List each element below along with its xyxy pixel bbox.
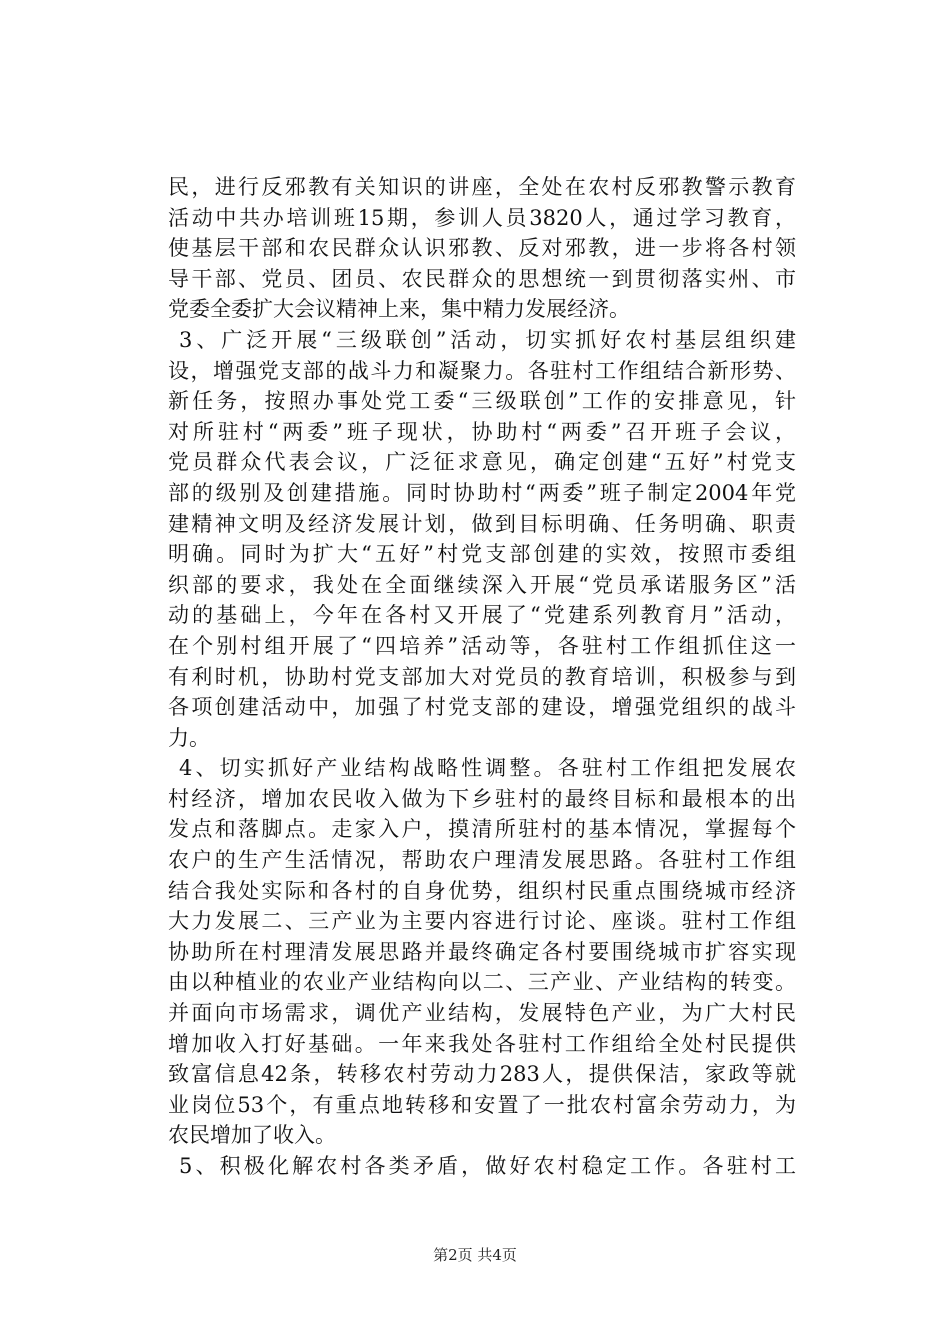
text-line: 由以种植业的农业产业结构向以二、三产业、产业结构的转变。 — [168, 970, 796, 995]
text-line: 村经济，增加农民收入做为下乡驻村的最终目标和最根本的出 — [168, 786, 796, 811]
text-line: 党委全委扩大会议精神上来，集中精力发展经济。 — [168, 297, 630, 322]
text-line: 设，增强党支部的战斗力和凝聚力。各驻村工作组结合新形势、 — [168, 358, 796, 383]
text-line: 对所驻村“两委”班子现状，协助村“两委”召开班子会议， — [168, 419, 796, 444]
text-line: 有利时机，协助村党支部加大对党员的教育培训，积极参与到 — [168, 664, 796, 689]
text-line: 大力发展二、三产业为主要内容进行讨论、座谈。驻村工作组 — [168, 909, 796, 934]
text-line: 党员群众代表会议，广泛征求意见，确定创建“五好”村党支 — [168, 450, 796, 475]
text-line: 业岗位53个，有重点地转移和安置了一批农村富余劳动力，为 — [168, 1092, 796, 1117]
page-footer: 第2页 共4页 — [433, 1246, 517, 1264]
text-line: 5、积极化解农村各类矛盾，做好农村稳定工作。各驻村工 — [179, 1154, 796, 1178]
text-line: 增加收入打好基础。一年来我处各驻村工作组给全处村民提供 — [168, 1031, 796, 1056]
text-line: 农民增加了收入。 — [168, 1123, 336, 1148]
text-line: 部的级别及创建措施。同时协助村“两委”班子制定2004年党 — [168, 480, 796, 505]
text-line: 织部的要求，我处在全面继续深入开展“党员承诺服务区”活 — [168, 572, 796, 597]
text-line: 并面向市场需求，调优产业结构，发展特色产业，为广大村民 — [168, 1001, 796, 1026]
text-line: 协助所在村理清发展思路并最终确定各村要围绕城市扩容实现 — [168, 939, 796, 964]
text-line: 发点和落脚点。走家入户，摸清所驻村的基本情况，掌握每个 — [168, 817, 796, 842]
text-line: 新任务，按照办事处党工委“三级联创”工作的安排意见，针 — [168, 389, 796, 414]
text-line: 致富信息42条，转移农村劳动力283人，提供保洁，家政等就 — [168, 1062, 796, 1087]
text-line: 建精神文明及经济发展计划，做到目标明确、任务明确、职责 — [168, 511, 796, 536]
text-line: 3、广泛开展“三级联创”活动，切实抓好农村基层组织建 — [179, 327, 796, 352]
text-line: 结合我处实际和各村的自身优势，组织村民重点围绕城市经济 — [168, 878, 796, 903]
text-line: 民，进行反邪教有关知识的讲座，全处在农村反邪教警示教育 — [168, 175, 796, 199]
text-line: 农户的生产生活情况，帮助农户理清发展思路。各驻村工作组 — [168, 848, 796, 873]
text-line: 动的基础上，今年在各村又开展了“党建系列教育月”活动， — [168, 603, 796, 628]
text-line: 力。 — [168, 725, 210, 750]
text-line: 导干部、党员、团员、农民群众的思想统一到贯彻落实州、市 — [168, 266, 796, 291]
document-body — [168, 172, 796, 1182]
text-line: 活动中共办培训班15期，参训人员3820人，通过学习教育， — [168, 205, 796, 230]
text-line: 明确。同时为扩大“五好”村党支部创建的实效，按照市委组 — [168, 542, 796, 567]
text-line: 使基层干部和农民群众认识邪教、反对邪教，进一步将各村领 — [168, 236, 796, 261]
text-line: 4、切实抓好产业结构战略性调整。各驻村工作组把发展农 — [179, 756, 796, 781]
text-line: 各项创建活动中，加强了村党支部的建设，增强党组织的战斗 — [168, 695, 796, 720]
text-line: 在个别村组开展了“四培养”活动等，各驻村工作组抓住这一 — [168, 633, 796, 658]
